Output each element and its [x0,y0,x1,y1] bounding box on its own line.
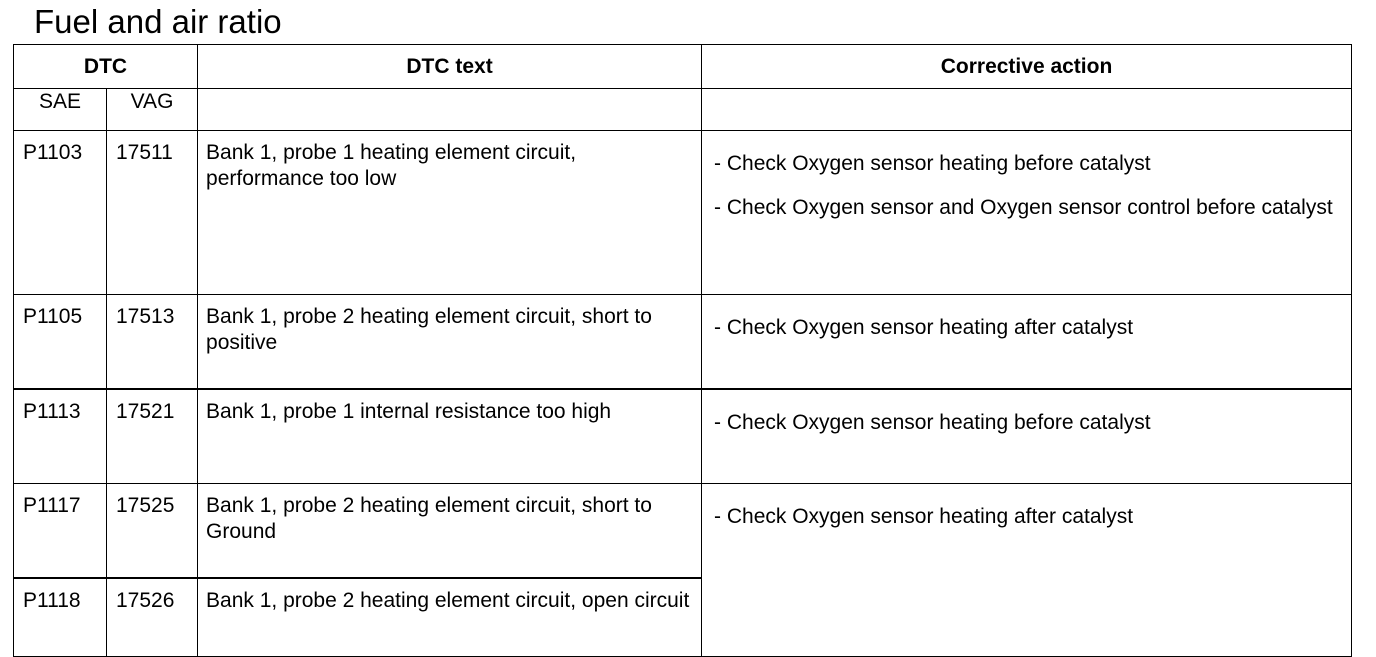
page-title: Fuel and air ratio [34,3,282,40]
table-row [14,389,1352,484]
sae-code: P1118 [14,578,107,657]
action-line: - Check Oxygen sensor heating before catalyst [714,411,1151,434]
action-line: - Check Oxygen sensor and Oxygen sensor control before catalyst [714,196,1333,219]
header-vag: VAG [107,89,198,131]
action-line: - Check Oxygen sensor heating before catalyst [714,152,1151,175]
subheader-blank-text [198,89,702,131]
corrective-action [702,295,1352,390]
header-corrective-action: Corrective action [702,45,1352,89]
vag-code: 17526 [107,578,198,657]
dtc-text: Bank 1, probe 1 heating element circuit, performance too low [198,131,702,295]
vag-code: 17513 [107,295,198,390]
action-line: - Check Oxygen sensor heating after catalyst [714,505,1134,528]
table-row [14,295,1352,390]
header-row [14,45,1352,89]
dtc-text: Bank 1, probe 2 heating element circuit, short to Ground [198,484,702,579]
header-dtc: DTC [14,45,198,89]
corrective-action [702,389,1352,484]
dtc-text: Bank 1, probe 2 heating element circuit, short to positive [198,295,702,390]
action-line: - Check Oxygen sensor heating after catalyst [714,316,1134,339]
sae-code: P1113 [14,389,107,484]
corrective-action [702,484,1352,657]
table-row [14,484,1352,579]
subheader-row [14,89,1352,131]
dtc-table [13,44,1352,657]
sae-code: P1117 [14,484,107,579]
vag-code: 17525 [107,484,198,579]
dtc-text: Bank 1, probe 2 heating element circuit, open circuit [198,578,702,657]
header-sae: SAE [14,89,107,131]
vag-code: 17521 [107,389,198,484]
dtc-text: Bank 1, probe 1 internal resistance too high [198,389,702,484]
subheader-blank-action [702,89,1352,131]
vag-code: 17511 [107,131,198,295]
header-dtc-text: DTC text [198,45,702,89]
corrective-action [702,131,1352,295]
table-row [14,131,1352,295]
sae-code: P1105 [14,295,107,390]
sae-code: P1103 [14,131,107,295]
